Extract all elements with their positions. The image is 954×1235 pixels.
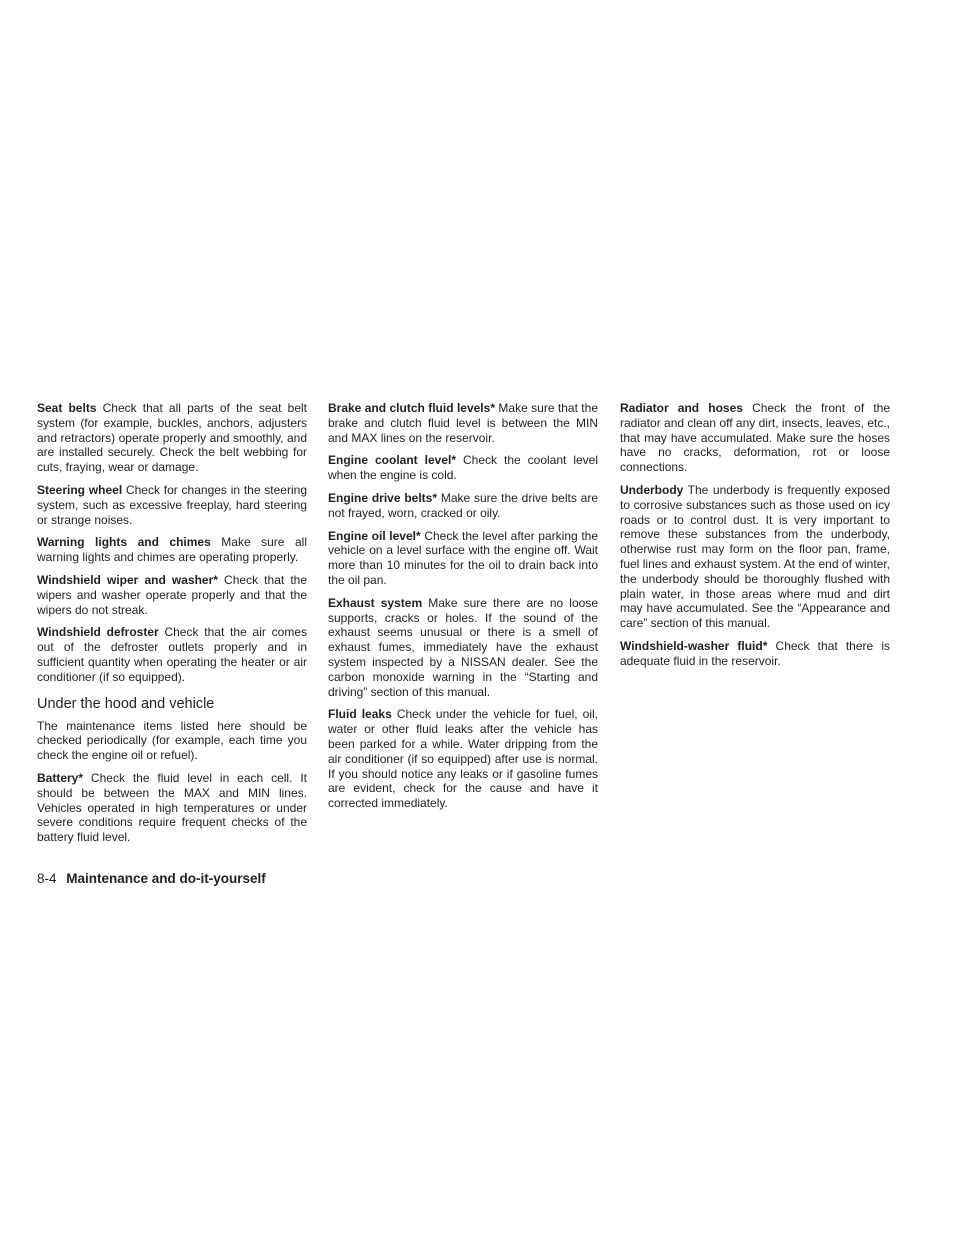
entry-brake-clutch-fluid <box>328 401 598 445</box>
entry-term: Windshield-washer fluid* <box>620 638 768 653</box>
entry-fluid-leaks <box>328 707 598 811</box>
chapter-title: Maintenance and do-it-yourself <box>66 871 266 886</box>
page-footer <box>37 871 266 887</box>
entry-term: Windshield wiper and washer* <box>37 572 218 587</box>
entry-term: Seat belts <box>37 401 97 415</box>
entry-windshield-washer-fluid <box>620 639 890 669</box>
entry-underbody <box>620 483 890 631</box>
entry-term: Windshield defroster <box>37 625 159 640</box>
entry-windshield-wiper <box>37 573 307 617</box>
entry-text: Make sure the drive belts are not frayed, worn, cracked or oily. <box>328 490 599 520</box>
entry-exhaust-system <box>328 596 598 700</box>
entry-seat-belts <box>37 401 307 475</box>
entry-term: Engine coolant level* <box>328 453 456 468</box>
page-number: 8-4 <box>37 871 57 886</box>
entry-text: Check for changes in the steering system, such as excessive freeplay, hard steering or strange noises. <box>37 482 307 527</box>
entry-engine-oil <box>328 529 598 588</box>
entry-term: Exhaust system <box>328 595 423 610</box>
entry-text: Check the fluid level in each cell. It should be between the MAX and MIN lines. Vehicles operated in high temperatures or under severe conditions require frequent checks of the battery fluid level. <box>37 770 307 845</box>
section-intro: The maintenance items listed here should be checked periodically (for example, each time you check the engine oil or refuel). <box>37 718 307 763</box>
entry-term: Battery* <box>37 770 84 785</box>
entry-text: Check the level after parking the vehicle on a level surface with the engine off. Wait more than 10 minutes for the oil to drain back into the oil pan. <box>328 528 598 587</box>
entry-term: Warning lights and chimes <box>37 535 211 550</box>
entry-text: Make sure all warning lights and chimes are operating properly. <box>37 535 307 565</box>
entry-text: Check that there is adequate fluid in the reservoir. <box>620 638 890 668</box>
entry-text: The underbody is frequently exposed to corrosive substances such as those used on icy roads or to control dust. It is very important to remove these substances from the underbody, otherwise rust may form on the floor pan, frame, fuel lines and exhaust system. At the end of winter, the underbody should be thoroughly flushed with plain water, in those areas where mud and dirt may have accumulated. See the “Appearance and care” section of this manual. <box>620 482 890 631</box>
entry-term: Engine oil level* <box>328 528 421 543</box>
entry-warning-lights <box>37 535 307 565</box>
entry-text: Make sure there are no loose supports, cracks or holes. If the sound of the exhaust seems unusual or there is a smell of exhaust fumes, immediately have the exhaust system inspected by a NISSAN dealer. See the carbon monoxide warning in the “Starting and driving” section of this manual. <box>328 595 598 699</box>
entry-term: Engine drive belts* <box>328 490 438 505</box>
column-1 <box>37 401 307 853</box>
entry-term: Brake and clutch fluid levels* <box>328 401 495 415</box>
column-2 <box>328 401 598 819</box>
entry-windshield-defroster <box>37 625 307 684</box>
entry-steering-wheel <box>37 483 307 527</box>
entry-text: Check the front of the radiator and clean off any dirt, insects, leaves, etc., that may have accumulated. Make sure the hoses have no cracks, deformation, rot or loose connections. <box>620 401 890 475</box>
entry-text: Check that all parts of the seat belt system (for example, buckles, anchors, adjusters and retractors) operate properly and smoothly, and are installed securely. Check the belt webbing for cuts, fraying, wear or damage. <box>37 401 307 475</box>
entry-battery <box>37 771 307 845</box>
column-3 <box>620 401 890 677</box>
entry-text: Check under the vehicle for fuel, oil, water or other fluid leaks after the vehicle has been parked for a while. Water dripping from the air conditioner (if so equipped) after use is normal. If you should notice any leaks or if gasoline fumes are evident, check for the cause and have it corrected immediately. <box>328 707 598 811</box>
entry-term: Radiator and hoses <box>620 401 743 415</box>
entry-radiator-hoses <box>620 401 890 475</box>
entry-engine-coolant <box>328 453 598 483</box>
entry-engine-drive-belts <box>328 491 598 521</box>
entry-text: Make sure that the brake and clutch fluid level is between the MIN and MAX lines on the reservoir. <box>328 401 598 445</box>
entry-term: Steering wheel <box>37 482 123 497</box>
entry-text: Check that the air comes out of the defroster outlets properly and in sufficient quantity when operating the heater or air conditioner (if so equipped). <box>37 625 307 684</box>
entry-text: Check the coolant level when the engine is cold. <box>328 453 598 483</box>
section-heading: Under the hood and vehicle <box>37 695 215 712</box>
entry-term: Underbody <box>620 482 684 497</box>
entry-term: Fluid leaks <box>328 707 392 722</box>
entry-text: Check that the wipers and washer operate properly and that the wipers do not streak. <box>37 572 307 617</box>
